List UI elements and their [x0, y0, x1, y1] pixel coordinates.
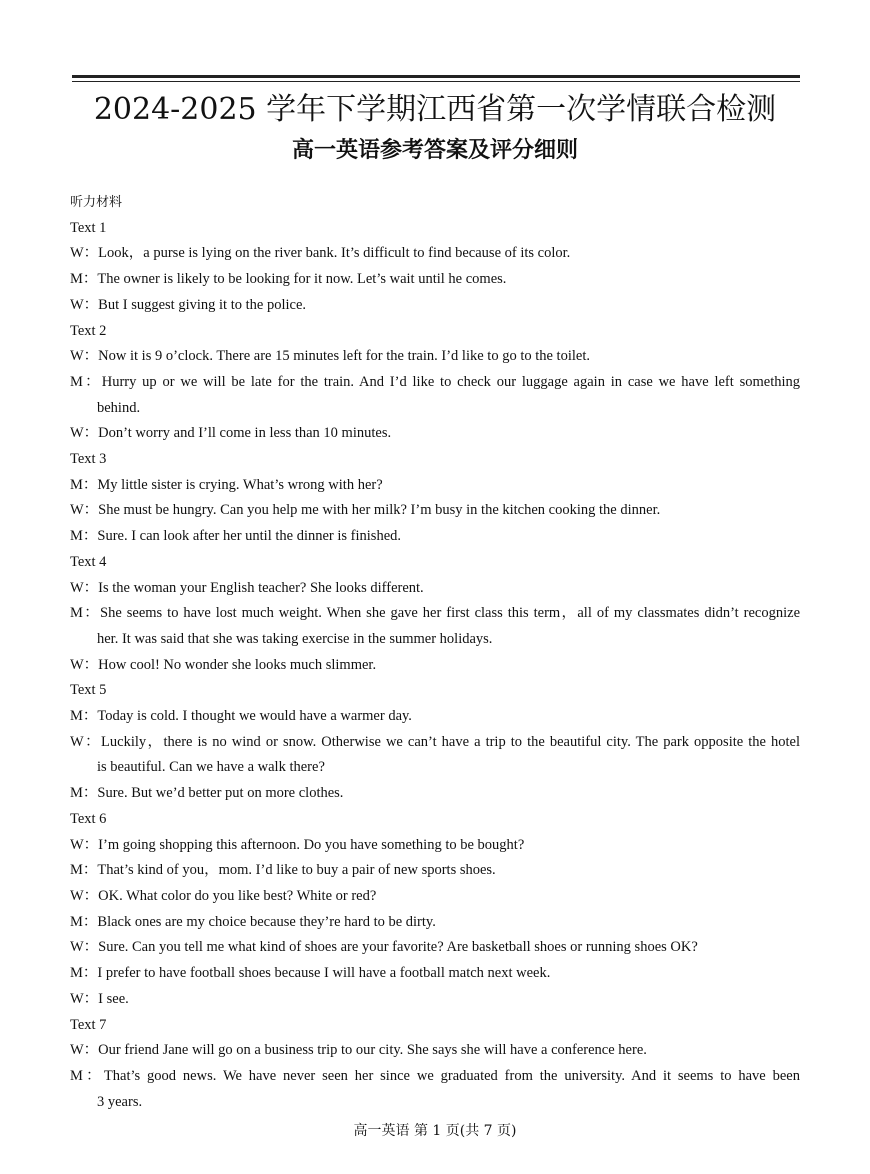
listening-transcript: [70, 190, 800, 1115]
dialogue-line: M：That’s kind of you，mom. I’d like to buy a pair of new sports shoes.: [70, 862, 496, 879]
text-heading: Text 5: [70, 682, 107, 699]
dialogue-line-continuation: her. It was said that she was taking exercise in the summer holidays.: [97, 630, 493, 647]
dialogue-line: M：Black ones are my choice because they’re hard to be dirty.: [70, 913, 436, 930]
section-label: 听力材料: [70, 195, 123, 210]
text-heading: Text 2: [70, 322, 107, 339]
dialogue-line: W：Is the woman your English teacher? She looks different.: [70, 579, 424, 596]
dialogue-line: W：Don’t worry and I’ll come in less than 10 minutes.: [70, 425, 392, 442]
dialogue-line: M：Sure. I can look after her until the dinner is finished.: [70, 528, 402, 545]
dialogue-line: M：I prefer to have football shoes because I will have a football match next week.: [70, 965, 551, 982]
dialogue-line: M：That’s good news. We have never seen her since we graduated from the university. And it seems to have been: [70, 1067, 800, 1084]
dialogue-line: M：Hurry up or we will be late for the train. And I’d like to check our luggage again in case we have left something: [70, 373, 800, 390]
dialogue-line: M：The owner is likely to be looking for it now. Let’s wait until he comes.: [70, 271, 507, 288]
dialogue-line: W：Our friend Jane will go on a business trip to our city. She says she will have a conference here.: [70, 1042, 647, 1059]
text-heading: Text 6: [70, 810, 107, 827]
text-heading: Text 1: [70, 219, 107, 236]
dialogue-line: W：Sure. Can you tell me what kind of shoes are your favorite? Are basketball shoes or running shoes OK?: [70, 939, 698, 956]
dialogue-line: W：Look，a purse is lying on the river bank. It’s difficult to find because of its color.: [70, 245, 571, 262]
text-heading: Text 4: [70, 553, 107, 570]
dialogue-line: W：I’m going shopping this afternoon. Do you have something to be bought?: [70, 836, 525, 853]
dialogue-line: W：I see.: [70, 990, 129, 1007]
text-heading: Text 3: [70, 451, 107, 468]
document-subtitle: 高一英语参考答案及评分细则: [291, 138, 578, 163]
dialogue-line: M：My little sister is crying. What’s wrong with her?: [70, 476, 383, 493]
transcript-lines: [70, 216, 800, 1116]
dialogue-line: W：Now it is 9 o’clock. There are 15 minutes left for the train. I’d like to go to the toilet.: [70, 348, 590, 365]
header-rule-thin: [72, 81, 800, 82]
dialogue-line-continuation: behind.: [97, 399, 141, 416]
document-title: 2024-2025 学年下学期江西省第一次学情联合检测: [93, 92, 777, 127]
dialogue-line: W：Luckily，there is no wind or snow. Otherwise we can’t have a trip to the beautiful city. The park opposite the hotel: [70, 733, 800, 750]
text-heading: Text 7: [70, 1016, 107, 1033]
dialogue-line: M：Today is cold. I thought we would have a warmer day.: [70, 708, 412, 725]
dialogue-line: M：She seems to have lost much weight. When she gave her first class this term，all of my classmates didn’t recognize: [70, 605, 800, 622]
dialogue-line: W：How cool! No wonder she looks much slimmer.: [70, 656, 377, 673]
dialogue-line-continuation: 3 years.: [97, 1093, 143, 1110]
page-footer: 高一英语 第 1 页(共 7 页): [353, 1123, 517, 1139]
dialogue-line: W：OK. What color do you like best? White or red?: [70, 887, 377, 904]
header-rule-thick: [72, 75, 800, 78]
dialogue-line-continuation: is beautiful. Can we have a walk there?: [97, 759, 325, 776]
dialogue-line: W：She must be hungry. Can you help me with her milk? I’m busy in the kitchen cooking the dinner.: [70, 502, 661, 519]
dialogue-line: W：But I suggest giving it to the police.: [70, 296, 307, 313]
dialogue-line: M：Sure. But we’d better put on more clothes.: [70, 785, 344, 802]
